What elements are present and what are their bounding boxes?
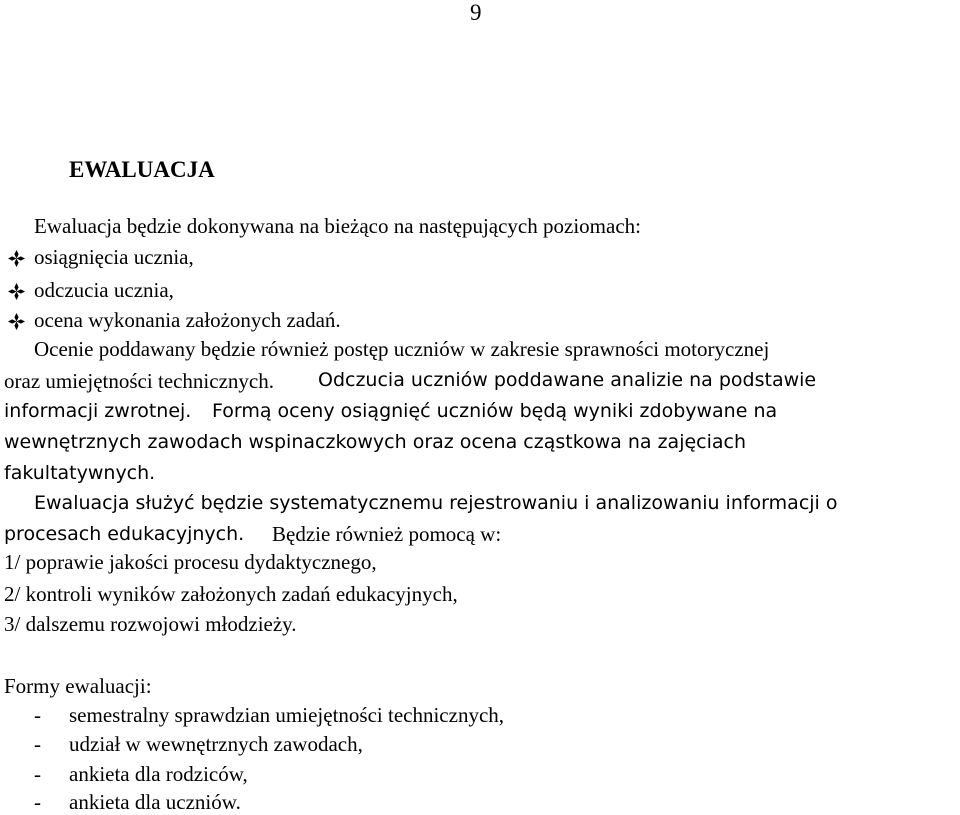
help-item: 3/ dalszemu rozwojowi młodzieży. bbox=[4, 612, 297, 636]
diamond-bullet-icon bbox=[8, 313, 25, 330]
assessment-line: Formą oceny osiągnięć uczniów będą wyniki zdobywane na bbox=[212, 400, 778, 422]
evaluation-line: Będzie również pomocą w: bbox=[272, 522, 502, 546]
help-item: 1/ poprawie jakości procesu dydaktycznego, bbox=[4, 550, 377, 574]
help-item: 2/ kontroli wyników założonych zadań edukacyjnych, bbox=[4, 582, 458, 606]
form-label: ankieta dla rodziców, bbox=[69, 762, 248, 786]
forms-heading: Formy ewaluacji: bbox=[4, 674, 152, 698]
level-label: ocena wykonania założonych zadań. bbox=[34, 308, 341, 332]
dash-marker: - bbox=[34, 762, 41, 786]
evaluation-line: Ewaluacja służyć będzie systematycznemu rejestrowaniu i analizowaniu informacji o bbox=[34, 492, 838, 514]
heading: EWALUACJA bbox=[69, 157, 215, 182]
intro-line: Ewaluacja będzie dokonywana na bieżąco na następujących poziomach: bbox=[34, 214, 641, 238]
level-label: osiągnięcia ucznia, bbox=[34, 245, 194, 269]
assessment-line: wewnętrznych zawodach wspinaczkowych oraz ocena cząstkowa na zajęciach bbox=[4, 431, 747, 453]
progress-line: Ocenie poddawany będzie również postęp uczniów w zakresie sprawności motorycznej bbox=[34, 337, 770, 361]
dash-marker: - bbox=[34, 703, 41, 727]
form-label: udział w wewnętrznych zawodach, bbox=[69, 732, 363, 756]
diamond-bullet-icon bbox=[8, 283, 25, 300]
dash-marker: - bbox=[34, 790, 41, 814]
form-label: semestralny sprawdzian umiejętności technicznych, bbox=[69, 703, 505, 727]
diamond-bullet-icon bbox=[8, 250, 25, 267]
evaluation-line: procesach edukacyjnych. bbox=[4, 523, 245, 545]
form-label: ankieta dla uczniów. bbox=[69, 790, 241, 814]
dash-marker: - bbox=[34, 732, 41, 756]
feelings-line: informacji zwrotnej. bbox=[4, 400, 192, 422]
progress-line: oraz umiejętności technicznych. bbox=[4, 369, 274, 393]
assessment-line: fakultatywnych. bbox=[4, 462, 156, 484]
feelings-line: Odczucia uczniów poddawane analizie na podstawie bbox=[318, 369, 817, 391]
page-number: 9 bbox=[470, 0, 482, 25]
level-label: odczucia ucznia, bbox=[34, 278, 174, 302]
